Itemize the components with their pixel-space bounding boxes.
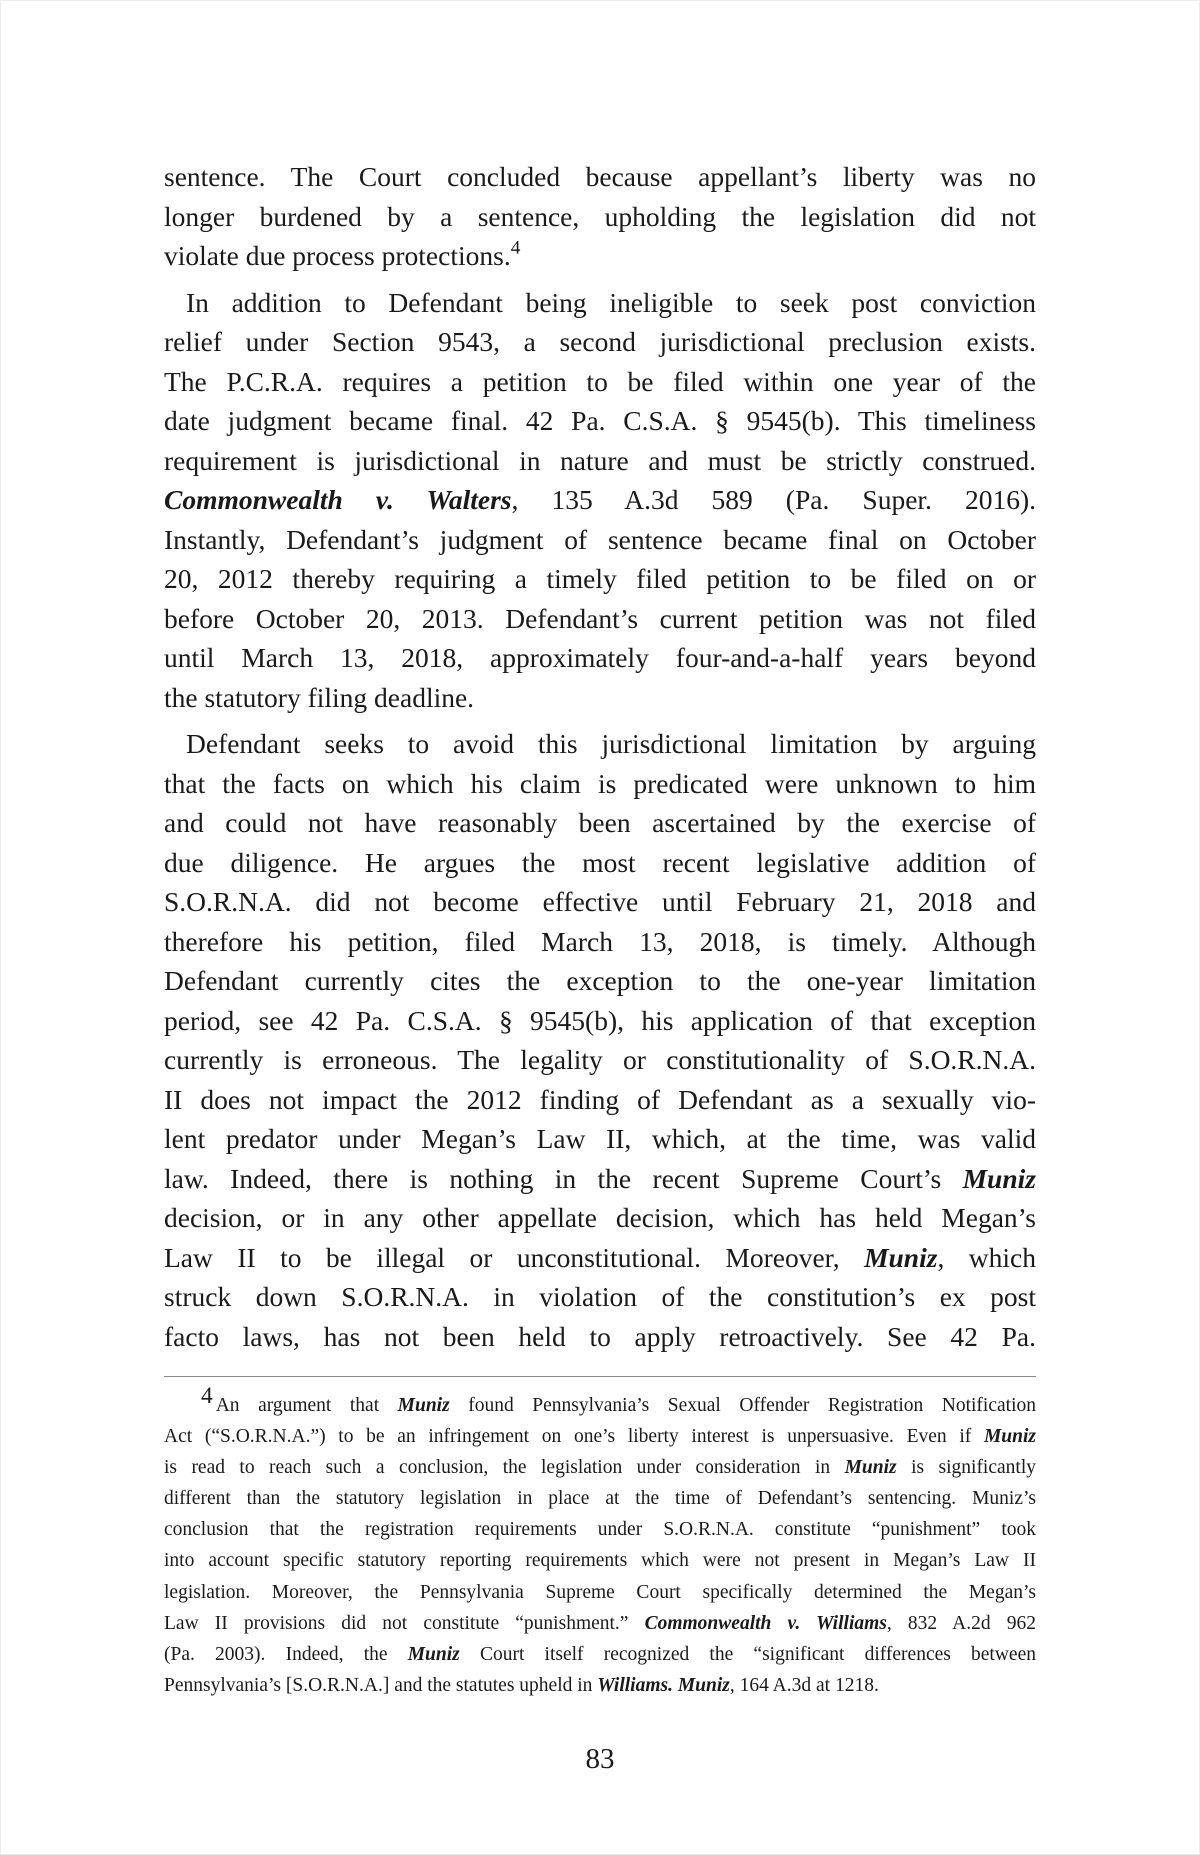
text-run: date judgment became final. 42 Pa. C.S.A. § 9545(b). This timeliness — [164, 405, 1036, 436]
footnote-divider — [164, 1376, 1036, 1377]
text-run: before October 20, 2013. Defendant’s current petition was not filed — [164, 602, 1036, 634]
text-line — [164, 599, 1036, 639]
text-run: sentence. The Court concluded because appellant’s liberty was no — [164, 161, 1036, 192]
text-run: legislation. Moreover, the Pennsylvania Supreme Court specifically determined the Megan’s — [164, 1581, 1036, 1603]
text-line — [164, 1483, 1036, 1514]
text-run: requirement is jurisdictional in nature and must be strictly construed. — [164, 444, 1036, 476]
text-run: An argument that — [215, 1395, 398, 1416]
text-line — [164, 236, 1036, 276]
text-run: until March 13, 2018, approximately four-and-a-half years beyond — [164, 642, 1036, 673]
text-line — [164, 638, 1036, 678]
text-line — [164, 922, 1036, 962]
text-line — [164, 1421, 1036, 1452]
text-line — [164, 1545, 1036, 1576]
text-line — [164, 1382, 1036, 1421]
text-run: In addition to Defendant being ineligible to seek post conviction — [186, 286, 1036, 318]
text-run: 20, 2012 thereby requiring a timely filed petition to be filed on or — [164, 563, 1036, 594]
text-line — [164, 283, 1036, 323]
text-line — [164, 1670, 1036, 1701]
text-run: law. Indeed, there is nothing in the recent Supreme Court’s — [164, 1162, 963, 1194]
text-run: Law II to be illegal or unconstitutional. Moreover, — [164, 1241, 865, 1273]
text-run: S.O.R.N.A. did not become effective until February 21, 2018 and — [164, 886, 1036, 917]
text-run: Defendant seeks to avoid this jurisdictional limitation by arguing — [186, 728, 1036, 759]
text-line — [164, 724, 1036, 764]
text-run: into account specific statutory reporting requirements which were not present in Megan’s Law II — [164, 1550, 1036, 1572]
text-line — [164, 480, 1036, 520]
text-run: is significantly — [896, 1457, 1036, 1479]
text-run: , which — [937, 1241, 1036, 1273]
text-run: currently is erroneous. The legality or constitutionality of S.O.R.N.A. — [164, 1044, 1036, 1075]
text-run: due diligence. He argues the most recent legislative addition of — [164, 846, 1036, 878]
text-line — [164, 1608, 1036, 1639]
text-line — [164, 197, 1036, 237]
text-line — [164, 1639, 1036, 1670]
footnote-marker: 4 — [201, 1382, 213, 1409]
text-run: Act (“S.O.R.N.A.”) to be an infringement on one’s liberty interest is unpersuasive. Even if — [164, 1426, 984, 1448]
text-run: violate due process protections. — [164, 240, 511, 271]
text-run: and could not have reasonably been ascertained by the exercise of — [164, 807, 1036, 838]
text-line — [164, 157, 1036, 197]
text-run: facto laws, has not been held to apply retroactively. See 42 Pa. — [164, 1320, 1036, 1352]
text-line — [164, 1317, 1036, 1357]
text-line — [164, 401, 1036, 441]
footnote-marker: 4 — [510, 237, 521, 259]
case-citation: Muniz — [962, 1162, 1036, 1194]
case-citation: Commonwealth v. Walters — [164, 484, 512, 515]
text-run: that the facts on which his claim is predicated were unknown to him — [164, 767, 1036, 799]
paragraph — [164, 283, 1036, 718]
text-line — [164, 1238, 1036, 1278]
text-line — [164, 1452, 1036, 1483]
text-run: different than the statutory legislation in place at the time of Defendant’s sentencing. Muniz’s — [164, 1488, 1036, 1510]
text-line — [164, 520, 1036, 560]
text-run: Law II provisions did not constitute “punishment.” — [164, 1612, 645, 1634]
text-line — [164, 764, 1036, 804]
text-run: , 164 A.3d at 1218. — [729, 1674, 879, 1696]
text-line — [164, 559, 1036, 599]
text-run: therefore his petition, filed March 13, 2018, is timely. Although — [164, 925, 1036, 957]
case-citation: Muniz — [844, 1457, 897, 1479]
text-run: is read to reach such a conclusion, the legislation under consideration in — [164, 1457, 845, 1479]
text-line — [164, 362, 1036, 402]
text-run: Pennsylvania’s [S.O.R.N.A.] and the statutes upheld in — [164, 1674, 598, 1696]
footnote — [164, 1382, 1036, 1701]
text-line — [164, 1198, 1036, 1238]
text-run: struck down S.O.R.N.A. in violation of the constitution’s ex post — [164, 1281, 1036, 1312]
text-run: period, see 42 Pa. C.S.A. § 9545(b), his application of that exception — [164, 1004, 1036, 1036]
case-citation: Muniz — [407, 1643, 460, 1665]
text-run: Defendant currently cites the exception to the one-year limitation — [164, 965, 1036, 996]
text-run: , 135 A.3d 589 (Pa. Super. 2016). — [511, 484, 1036, 515]
text-run: The P.C.R.A. requires a petition to be filed within one year of the — [164, 365, 1036, 397]
text-run: found Pennsylvania’s Sexual Offender Registration Notification — [449, 1395, 1036, 1416]
page-number: 83 — [585, 1743, 615, 1775]
text-run: Instantly, Defendant’s judgment of sentence became final on October — [164, 523, 1036, 555]
case-citation: Commonwealth v. Williams — [644, 1612, 887, 1634]
text-run: II does not impact the 2012 finding of Defendant as a sexually vio- — [164, 1083, 1036, 1115]
text-run: lent predator under Megan’s Law II, which, at the time, was valid — [164, 1123, 1036, 1154]
text-line — [164, 678, 1036, 718]
case-citation: Muniz — [397, 1395, 450, 1416]
body-text — [164, 157, 1036, 1363]
text-line — [164, 1159, 1036, 1199]
text-run: , 832 A.2d 962 — [886, 1612, 1036, 1634]
text-line — [164, 1514, 1036, 1545]
text-line — [164, 1040, 1036, 1080]
text-run: the statutory filing deadline. — [164, 681, 475, 713]
text-line — [164, 441, 1036, 481]
text-run: conclusion that the registration requirements under S.O.R.N.A. constitute “punishment” took — [164, 1519, 1036, 1541]
case-citation: Williams. Muniz — [597, 1674, 730, 1696]
text-run: (Pa. 2003). Indeed, the — [164, 1643, 408, 1665]
paragraph — [164, 724, 1036, 1356]
text-run: relief under Section 9543, a second jurisdictional preclusion exists. — [164, 326, 1036, 357]
text-run: Court itself recognized the “significant differences between — [459, 1643, 1036, 1665]
text-run: decision, or in any other appellate decision, which has held Megan’s — [164, 1202, 1036, 1233]
paragraph — [164, 157, 1036, 276]
text-line — [164, 803, 1036, 843]
text-line — [164, 1001, 1036, 1041]
text-line — [164, 1119, 1036, 1159]
text-line — [164, 1577, 1036, 1608]
case-citation: Muniz — [864, 1241, 938, 1273]
text-line — [164, 882, 1036, 922]
text-run: longer burdened by a sentence, upholding the legislation did not — [164, 200, 1036, 232]
text-line — [164, 1277, 1036, 1317]
case-citation: Muniz — [983, 1426, 1036, 1448]
text-line — [164, 961, 1036, 1001]
text-line — [164, 322, 1036, 362]
text-line — [164, 1080, 1036, 1120]
text-line — [164, 843, 1036, 883]
